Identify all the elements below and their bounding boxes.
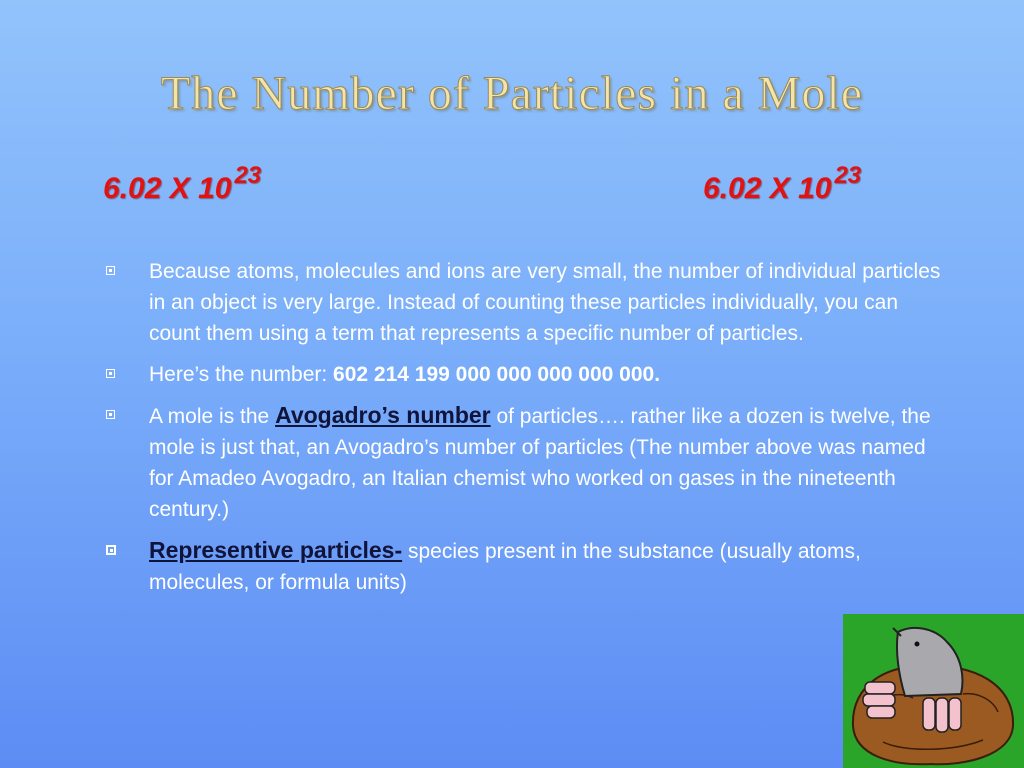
bullet-suffix: species present in the substance (usually atoms, molecules, or formula units) bbox=[149, 540, 861, 594]
bullet-list bbox=[103, 256, 943, 608]
bullet-square-icon bbox=[106, 369, 115, 378]
bullet-text: Because atoms, molecules and ions are very small, the number of individual particles in an object is very large. Instead of counting these particles individually, you can count them using a term that represents a specific number of particles. bbox=[149, 260, 941, 345]
bullet-item bbox=[103, 359, 943, 390]
avogadro-term: Avogadro’s number bbox=[275, 402, 491, 428]
mole-clipart-icon bbox=[843, 614, 1024, 768]
bullet-prefix: A mole is the bbox=[149, 405, 276, 428]
bullet-square-icon bbox=[106, 266, 115, 275]
scientific-notation-right bbox=[703, 162, 862, 206]
bullet-square-icon bbox=[106, 410, 115, 419]
bullet-suffix: of particles…. rather like a dozen is twelve, the mole is just that, an Avogadro’s number of particles (The number above was named for Amadeo Avogadro, an Italian chemist who worked on gases in the nineteenth century.) bbox=[149, 405, 931, 521]
bullet-item bbox=[103, 535, 943, 598]
bullet-prefix: Here’s the number: bbox=[149, 363, 334, 386]
sci-right-exponent: 23 bbox=[834, 162, 862, 189]
sci-right-base: 6.02 X 10 bbox=[703, 172, 832, 205]
representive-particles-term: Representive particles- bbox=[149, 537, 403, 563]
bullet-item bbox=[103, 256, 943, 349]
bullet-square-icon bbox=[106, 545, 116, 555]
slide-title: The Number of Particles in a Mole bbox=[160, 67, 864, 120]
avogadro-number-value: 602 214 199 000 000 000 000 000. bbox=[333, 363, 661, 386]
sci-left-exponent: 23 bbox=[234, 162, 262, 189]
sci-left-base: 6.02 X 10 bbox=[103, 172, 232, 205]
bullet-item bbox=[103, 400, 943, 525]
scientific-notation-left bbox=[103, 162, 262, 206]
